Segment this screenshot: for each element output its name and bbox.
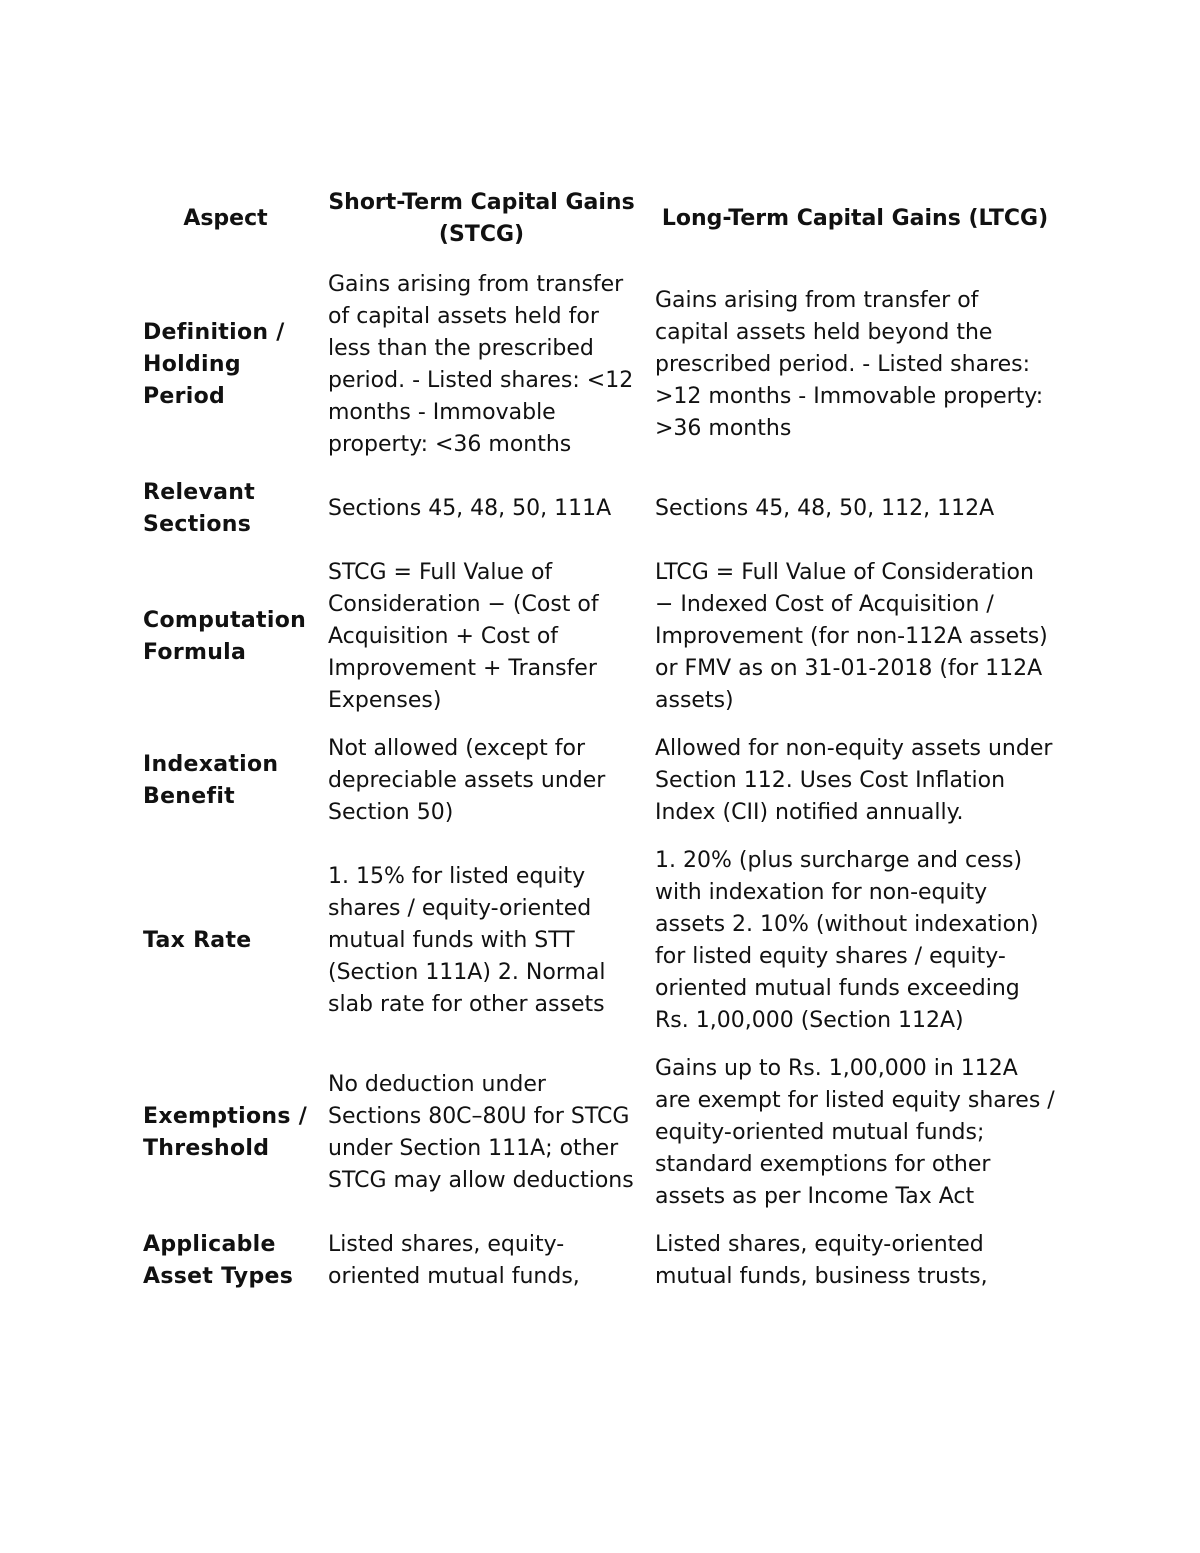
header-ltcg: Long-Term Capital Gains (LTCG): [661, 206, 1049, 231]
stcg-cell: Listed shares, equity-oriented mutual funds,: [328, 1232, 580, 1289]
stcg-cell: 1. 15% for listed equity shares / equity-oriented mutual funds with STT (Section 111A) 2. Normal slab rate for other assets: [328, 864, 606, 1017]
aspect-cell: Relevant Sections: [143, 480, 256, 537]
table-row: [133, 261, 1065, 469]
aspect-cell: Applicable Asset Types: [143, 1232, 294, 1289]
aspect-cell: Definition / Holding Period: [143, 320, 285, 409]
table-row: [133, 1045, 1065, 1221]
ltcg-cell: Listed shares, equity-oriented mutual funds, business trusts,: [655, 1232, 988, 1289]
ltcg-cell: Gains arising from transfer of capital assets held beyond the prescribed period. - Listed shares: >12 months - Immovable property: >36 months: [655, 288, 1044, 441]
ltcg-cell: Sections 45, 48, 50, 112, 112A: [655, 496, 995, 521]
stcg-cell: STCG = Full Value of Consideration − (Cost of Acquisition + Cost of Improvement + Transfer Expenses): [328, 560, 599, 713]
stcg-cell: Not allowed (except for depreciable assets under Section 50): [328, 736, 606, 825]
ltcg-cell: 1. 20% (plus surcharge and cess) with indexation for non-equity assets 2. 10% (without indexation) for listed equity shares / equity-oriented mutual funds exceeding Rs. 1,00,000 (Section 112A): [655, 848, 1039, 1033]
header-aspect: Aspect: [183, 206, 268, 231]
table-row: [133, 1221, 1065, 1301]
aspect-cell: Computation Formula: [143, 608, 307, 665]
table-row: [133, 725, 1065, 837]
table-header-row: [133, 185, 1065, 261]
aspect-cell: Exemptions / Threshold: [143, 1104, 308, 1161]
header-stcg: Short-Term Capital Gains (STCG): [328, 190, 635, 247]
ltcg-cell: LTCG = Full Value of Consideration − Indexed Cost of Acquisition / Improvement (for non-112A assets) or FMV as on 31-01-2018 (for 112A assets): [655, 560, 1048, 713]
table-row: [133, 837, 1065, 1045]
stcg-cell: No deduction under Sections 80C–80U for STCG under Section 111A; other STCG may allow deductions: [328, 1072, 634, 1193]
table-row: [133, 469, 1065, 549]
ltcg-cell: Allowed for non-equity assets under Section 112. Uses Cost Inflation Index (CII) notified annually.: [655, 736, 1053, 825]
ltcg-cell: Gains up to Rs. 1,00,000 in 112A are exempt for listed equity shares / equity-oriented mutual funds; standard exemptions for other assets as per Income Tax Act: [655, 1056, 1055, 1209]
aspect-cell: Indexation Benefit: [143, 752, 279, 809]
stcg-cell: Sections 45, 48, 50, 111A: [328, 496, 612, 521]
capital-gains-comparison-table: [133, 185, 1065, 1301]
aspect-cell: Tax Rate: [143, 928, 252, 953]
stcg-cell: Gains arising from transfer of capital assets held for less than the prescribed period. - Listed shares: <12 months - Immovable property: <36 months: [328, 272, 634, 457]
table-row: [133, 549, 1065, 725]
